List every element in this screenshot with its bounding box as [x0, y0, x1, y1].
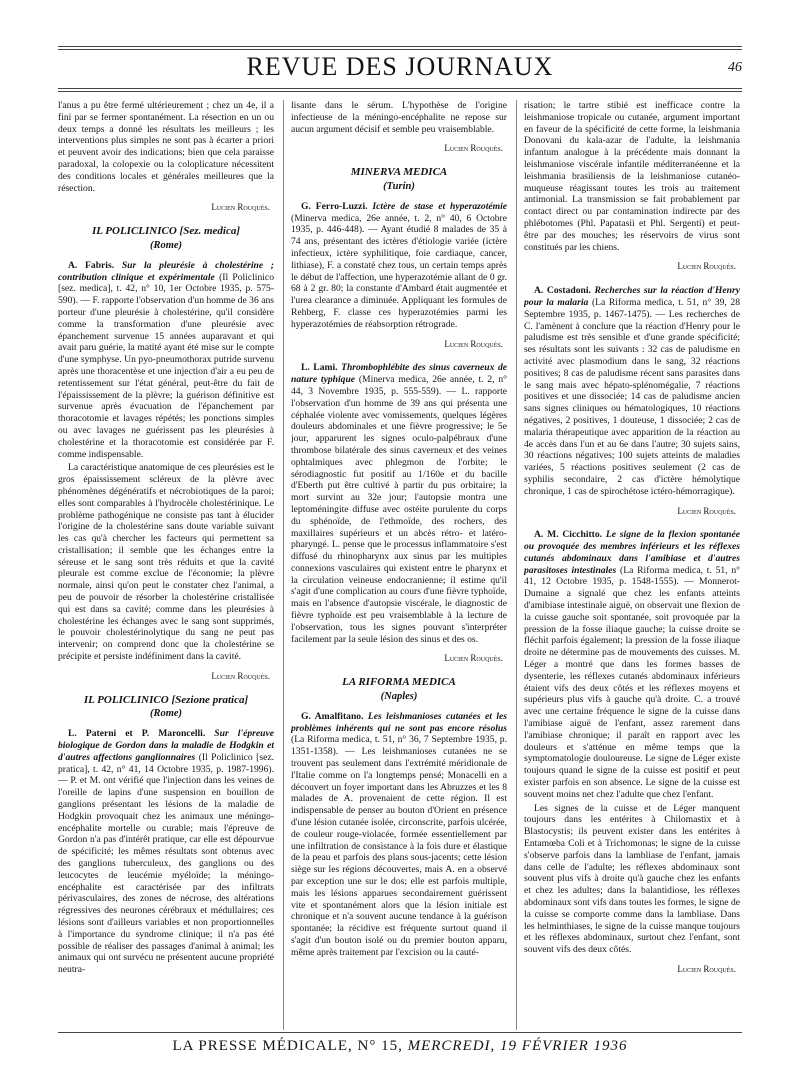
footer-journal: LA PRESSE MÉDICALE,: [172, 1038, 353, 1054]
signature: Lucien Rouquès.: [444, 143, 503, 154]
article-body: (La Riforma medica, t. 51, n° 39, 28 Septembre 1935, p. 1467-1475). — Les recherches de C. l'amènent à conclure que la réaction d'Henry pour le paludisme est très sensible et d'une grande spécificité; ses résultats sont les suivants : 32 cas de paludisme en activité avec plasmodium dans le sang, 32 réactions positives; 8 cas de paludisme récent sans parasites dans le sang mais avec hépato-splénomégalie, 7 réactions positives et une dissociée; 14 cas de paludisme ancien sans signes cliniques ou hématologiques, 10 réactions négatives, 2 positives, 1 douteuse, 1 dissociée; 2 cas de malaria thérapeutique avec apparition de la réaction au 4e accès dans l'un et au 6e dans l'autre; 30 sujets sains, 30 réactions négatives; 100 sujets atteints de maladies variées, 5 réactions positives seulement (2 cas de syphilis secondaire, 2 cas d'ictère hémolytique chronique, 1 cas de spirochétose ictéro-hémorragique).: [524, 296, 740, 497]
column-2: [291, 100, 507, 1032]
page-footer: [58, 1038, 742, 1055]
article-author: G. Ferro-Luzzi.: [301, 200, 368, 212]
column-1: [58, 100, 274, 1032]
article-title: Sur la pleurésie à cholestérine ; contribution clinique et expérimentale: [58, 259, 274, 283]
column-3: [524, 100, 740, 1032]
article-body: (La Riforma medica, t. 51, n° 36, 7 Septembre 1935, p. 1351-1358). — Les leishmanioses cutanées ne se trouvent pas seulement dans l'extrémité méridionale de l'Italie comme on l'a longtemps pensé; Monacelli en a découvert un foyer important dans les Abruzzes et les 8 malades de A. provenaient de cette région. Il est indispensable de penser au bouton d'Orient en présence d'une lésion cutanée isolée, circonscrite, parfois ulcérée, de couleur rouge-violacée, formée essentiellement par une infiltration de consistance à la fois dure et élastique de la peau et parfois des plans sous-jacents; cette lésion siège sur les régions découvertes, mais A. en a observé par exception une sur le dos; elle est parfois multiple, mais les lésions apparues secondairement guérissent vite et spontanément alors que la lésion initiale est chronique et n'a souvent aucune tendance à la guérison spontanée; la récidive est fréquente surtout quand il s'agit d'un bouton isolé ou du premier bouton apparu, même après traitement par l'excision ou la cauté-: [291, 734, 507, 958]
article-abstract: [58, 260, 274, 461]
article-body: (Minerva medica, 26e année, t. 2, n° 44, 3 Novembre 1935, p. 555-559). — L. rapporte l'observation d'un homme de 39 ans qui présenta une céphalée violente avec vomissements, quelques légères douleurs abdominales et une fièvre progressive; le 5e jour, apparurent les signes oculo-palpébraux d'une thrombose bilatérale des sinus caverneux et des veines ophtalmiques avec phlegmon de l'orbite; le sérodiagnostic fut positif au 1/160e et du bacille d'Eberth put être cultivé à partir du pus orbitaire; la mort survint au 32e jour; l'autopsie montra une leptoméningite diffuse avec ostéite purulente du corps du sphénoïde, de l'ethmoïde, des rochers, des maxillaires supérieurs et un abcès rétro- et latéro-pharyngé. L. pense que le processus inflammatoire s'est diffusé du rhinopharynx aux sinus par les multiples connexions vasculaires qui existent entre le pharynx et la circulation veineuse endocranienne; il estime qu'il s'agit d'une complication au cours d'une fièvre typhoïde, mais en l'absence d'autopsie viscérale, le diagnostic de fièvre typhoïde est peu vraisemblable à la lecture de l'observation, tous les signes pouvant s'interpréter facilement par la seule lésion des sinus et des os.: [291, 374, 507, 645]
signature: Lucien Rouquès.: [211, 202, 270, 213]
article-abstract: [291, 362, 507, 645]
article-title: Thrombophlébite des sinus caverneux de nature typhique: [291, 362, 507, 386]
article-author: L. Paterni et P. Maroncelli.: [68, 728, 206, 740]
paragraph: risation; le tartre stibié est inefficace contre la leishmaniose tropicale ou cutanée, argument important en faveur de la spécificité de cette forme, la leishmania Donovani du kala-azar de l'adulte, la leishmania infantum analogue à la précédente mais donnant la leishmaniose viscérale infantile méditerranéenne et la leishmania brasiliensis de la leishmaniose cutanéo-muqueuse réagissant toutes les trois au traitement antimonial. La transmission se fait probablement par contact direct ou par contamination indirecte par des phlébotomes (Phl. Papatasii et Phl. Sergenti) et peut-être par des mouches; les réservoirs de virus sont constitués par les chiens.: [524, 100, 740, 253]
article-abstract: [524, 529, 740, 800]
article-abstract: [524, 285, 740, 497]
article-title: Recherches sur la réaction d'Henry pour la malaria: [524, 285, 740, 308]
footer-number: N° 15,: [357, 1038, 403, 1054]
article-abstract: [58, 728, 274, 976]
article-body: (Il Policlinico [sez. pratica], t. 42, n° 41, 14 Octobre 1935, p. 1987-1996). — P. et M. ont vérifié que l'injection dans les veines de l'oreille de lapins d'une suspension en bouillon de ganglions présentant les lésions de la maladie de Hodgkin provoquait chez les animaux une méningo-encéphalite mortelle ou curable; mais l'épreuve de Gordon n'a pas d'intérêt pratique, car elle est dépourvue de spécificité; les mêmes résultats sont obtenus avec des ganglions tuberculeux, des ganglions ou des leucocytes de leucémie myéloïde; la méningo-encéphalite est caractérisée par des infiltrats périvasculaires, des zones de nécrose, des altérations régressives des neurones cérébraux et médullaires; ces lésions sont d'ailleurs variables et non proportionnelles à l'importance du syndrome clinique; il n'a pas été possible de réaliser des passages d'animal à animal; les animaux qui ont survécu ne présentent aucune propriété neutra-: [58, 751, 274, 976]
article-author: A. Costadoni.: [534, 285, 591, 297]
paragraph: l'anus a pu être fermé ultérieurement ; chez un 4e, il a fini par se fermer spontanément. La résection en un ou deux temps a donné les résultats les meilleurs ; les interventions plus simples ne sont pas à écarter a priori et peuvent avoir des indications; bien que cela paraisse paradoxal, la colopexie ou la coloplicature nécessitent des conditions locales et générales meilleures que la résection.: [58, 100, 274, 194]
article-body: (La Riforma medica, t. 51, n° 41, 12 Octobre 1935, p. 1548-1555). — Monnerot-Dumaine a signalé que chez les enfants atteints d'amibiase intestinale aiguë, on observait une flexion de la cuisse gauche soit spontanée, soit provoquée par la pression de la fosse iliaque gauche; la cuisse droite se fléchit parfois également; la pression de la fosse iliaque droite ne détermine pas de mouvements des cuisses. M. Léger a montré que dans les formes basses de dysenterie, les réflexes cutanés abdominaux inférieurs étaient vifs des deux côtés et les réflexes moyens et supérieurs plus vifs à gauche qu'à droite. C. a trouvé avec une certaine fréquence le signe de la cuisse dans l'amibiase aiguë de l'enfant, assez rarement dans l'amibiase chronique; il paraît en rapport avec les douleurs et s'atténue en même temps que la symptomatologie douloureuse. Le signe de Léger existe toujours quand le signe de la cuisse est positif et peut exister parfois en son absence. Le signe de la cuisse est souvent moins net chez l'adulte que chez l'enfant.: [524, 564, 740, 800]
signature: Lucien Rouquès.: [677, 963, 736, 974]
column-divider: [516, 100, 517, 1030]
header-rule-bottom: [58, 88, 742, 89]
header-rule-top: [58, 46, 742, 47]
article-author: A. M. Cicchitto.: [534, 529, 603, 541]
journal-city: (Turin): [383, 180, 415, 192]
column-divider: [283, 100, 284, 1030]
article-abstract: [291, 201, 507, 331]
paragraph: lisante dans le sérum. L'hypothèse de l'origine infectieuse de la méningo-encéphalite ne repose sur aucun argument décisif et semble peu vraisemblable.: [291, 100, 507, 135]
journal-title: IL POLICLINICO [Sezione pratica]: [83, 693, 249, 706]
article-body: (Il Policlinico [sez. medica], t. 42, n° 10, 1er Octobre 1935, p. 575-590). — F. rapporte l'observation d'un homme de 36 ans porteur d'une pleurésie à cholestérine, qu'il considère comme la transformation d'une pleurésie avec épanchement survenue 15 années auparavant et qui avait paru guérie, la matité ayant été mise sur le compte d'une symphyse. Un pyo-pneumothorax putride survenu après une thoracentèse et une injection d'air a eu peu de retentissement sur l'état général, peut-être du fait de l'épaississement de la plèvre; la guérison définitive est survenue après évacuation de l'épanchement par thoracotomie et lavages répétés; les ponctions simples ou avec lavages ne guérissent pas les pleurésies à cholestérine et la thoracotomie est considérée par F. comme indispensable.: [58, 271, 274, 460]
page-title: REVUE DES JOURNAUX: [246, 52, 554, 81]
journal-city: (Rome): [149, 708, 183, 720]
journal-city: (Rome): [149, 239, 183, 251]
article-abstract: [291, 711, 507, 959]
signature: Lucien Rouquès.: [211, 670, 270, 681]
signature: Lucien Rouquès.: [677, 505, 736, 516]
article-title: Le signe de la flexion spontanée ou provoquée des membres inférieurs et les réflexes cutanés abdominaux dans l'amibiase et d'autres parasitoses intestinales: [524, 529, 740, 576]
paragraph: Les signes de la cuisse et de Léger manquent toujours dans les entérites à Chilomastix et à Blastocystis; ils peuvent exister dans les entérites à Entamœba Coli et à Trichomonas; le signe de la cuisse s'observe parfois dans la lambliase de l'enfant, jamais dans celle de l'adulte; les réflexes abdominaux sont souvent plus vifs à droite qu'à gauche chez les enfants et chez les adultes; dans la balantidiose, les réflexes abdominaux sont vifs dans toutes les formes, le signe de la cuisse se comporte comme dans la lambliase. Dans les helminthiases, le signe de la cuisse manque toujours et les réflexes abdominaux, surtout chez l'enfant, sont souvent vifs des deux côtés.: [524, 802, 740, 956]
paragraph: La caractéristique anatomique de ces pleurésies est le gros épaississement scléreux de la plèvre avec phénomènes dégénératifs et nécrobiotiques de la paroi; elles sont comparables à l'hydrocèle cholestérinique. Le problème pathogénique ne consiste pas tant à élucider l'origine de la cholestérine sans doute variable suivant les cas qu'à chercher les facteurs qui permettent sa cristallisation; il semble que les échanges entre la séreuse et le sang sont très réduits et que la cavité pleurale est comme exclue de l'économie; la plèvre normale, ainsi qu'on peut le constater chez l'animal, a peu de pouvoir de résorber la cholestérine cristallisée qui est dans sa cavité; comme dans les pleurésies à cholestérine les échanges avec le sang sont supprimés, le pouvoir cholestérinolytique du sang ne peut pas intervenir; on comprend donc que la cholestérine se précipite et persiste indéfiniment dans la cavité.: [58, 462, 274, 663]
signature: Lucien Rouquès.: [677, 261, 736, 272]
article-title: Ictère de stase et hyperazotémie: [372, 200, 507, 212]
journal-title: IL POLICLINICO [Sez. medica]: [91, 225, 241, 238]
article-author: G. Amalfitano.: [301, 710, 364, 722]
footer-date: MERCREDI, 19 FÉVRIER 1936: [407, 1038, 628, 1054]
article-title: Sur l'épreuve biologique de Gordon dans la maladie de Hodgkin et d'autres affections ganglionnaires: [58, 728, 274, 763]
article-body: (Minerva medica, 26e année, t. 2, n° 40, 6 Octobre 1935, p. 446-448). — Ayant étudié 8 malades de 35 à 74 ans, présentant des ictères d'étiologie variée (ictère infectieux, ictère syphilitique, foie cardiaque, cancer, lithiase), F. a constaté chez tous, un certain temps après le début de l'affection, une hyperazotémie allant de 0 gr. 68 à 2 gr. 80; la constante d'Ambard était augmentée et l'urea clearance a diminuée. Appliquant les formules de Rehberg, F. classe ces hyperazotémies parmi les hyperazotémies de réabsorption rétrograde.: [291, 212, 507, 330]
article-author: A. Fabris.: [68, 259, 115, 271]
journal-city: (Naples): [380, 691, 418, 703]
header-rule-bottom-2: [58, 91, 742, 92]
journal-title: LA RIFORMA MEDICA: [342, 676, 456, 689]
article-author: L. Lami.: [301, 362, 338, 374]
article-title: Les leishmanioses cutanées et les problèmes inhérents qui ne sont pas encore résolus: [291, 710, 507, 734]
signature: Lucien Rouquès.: [444, 653, 503, 664]
footer-rule: [58, 1032, 742, 1033]
page-header: [58, 52, 742, 86]
signature: Lucien Rouquès.: [444, 338, 503, 349]
journal-title: MINERVA MEDICA: [350, 166, 448, 179]
page-number: 46: [728, 60, 742, 75]
header-rule-top-2: [58, 49, 742, 50]
